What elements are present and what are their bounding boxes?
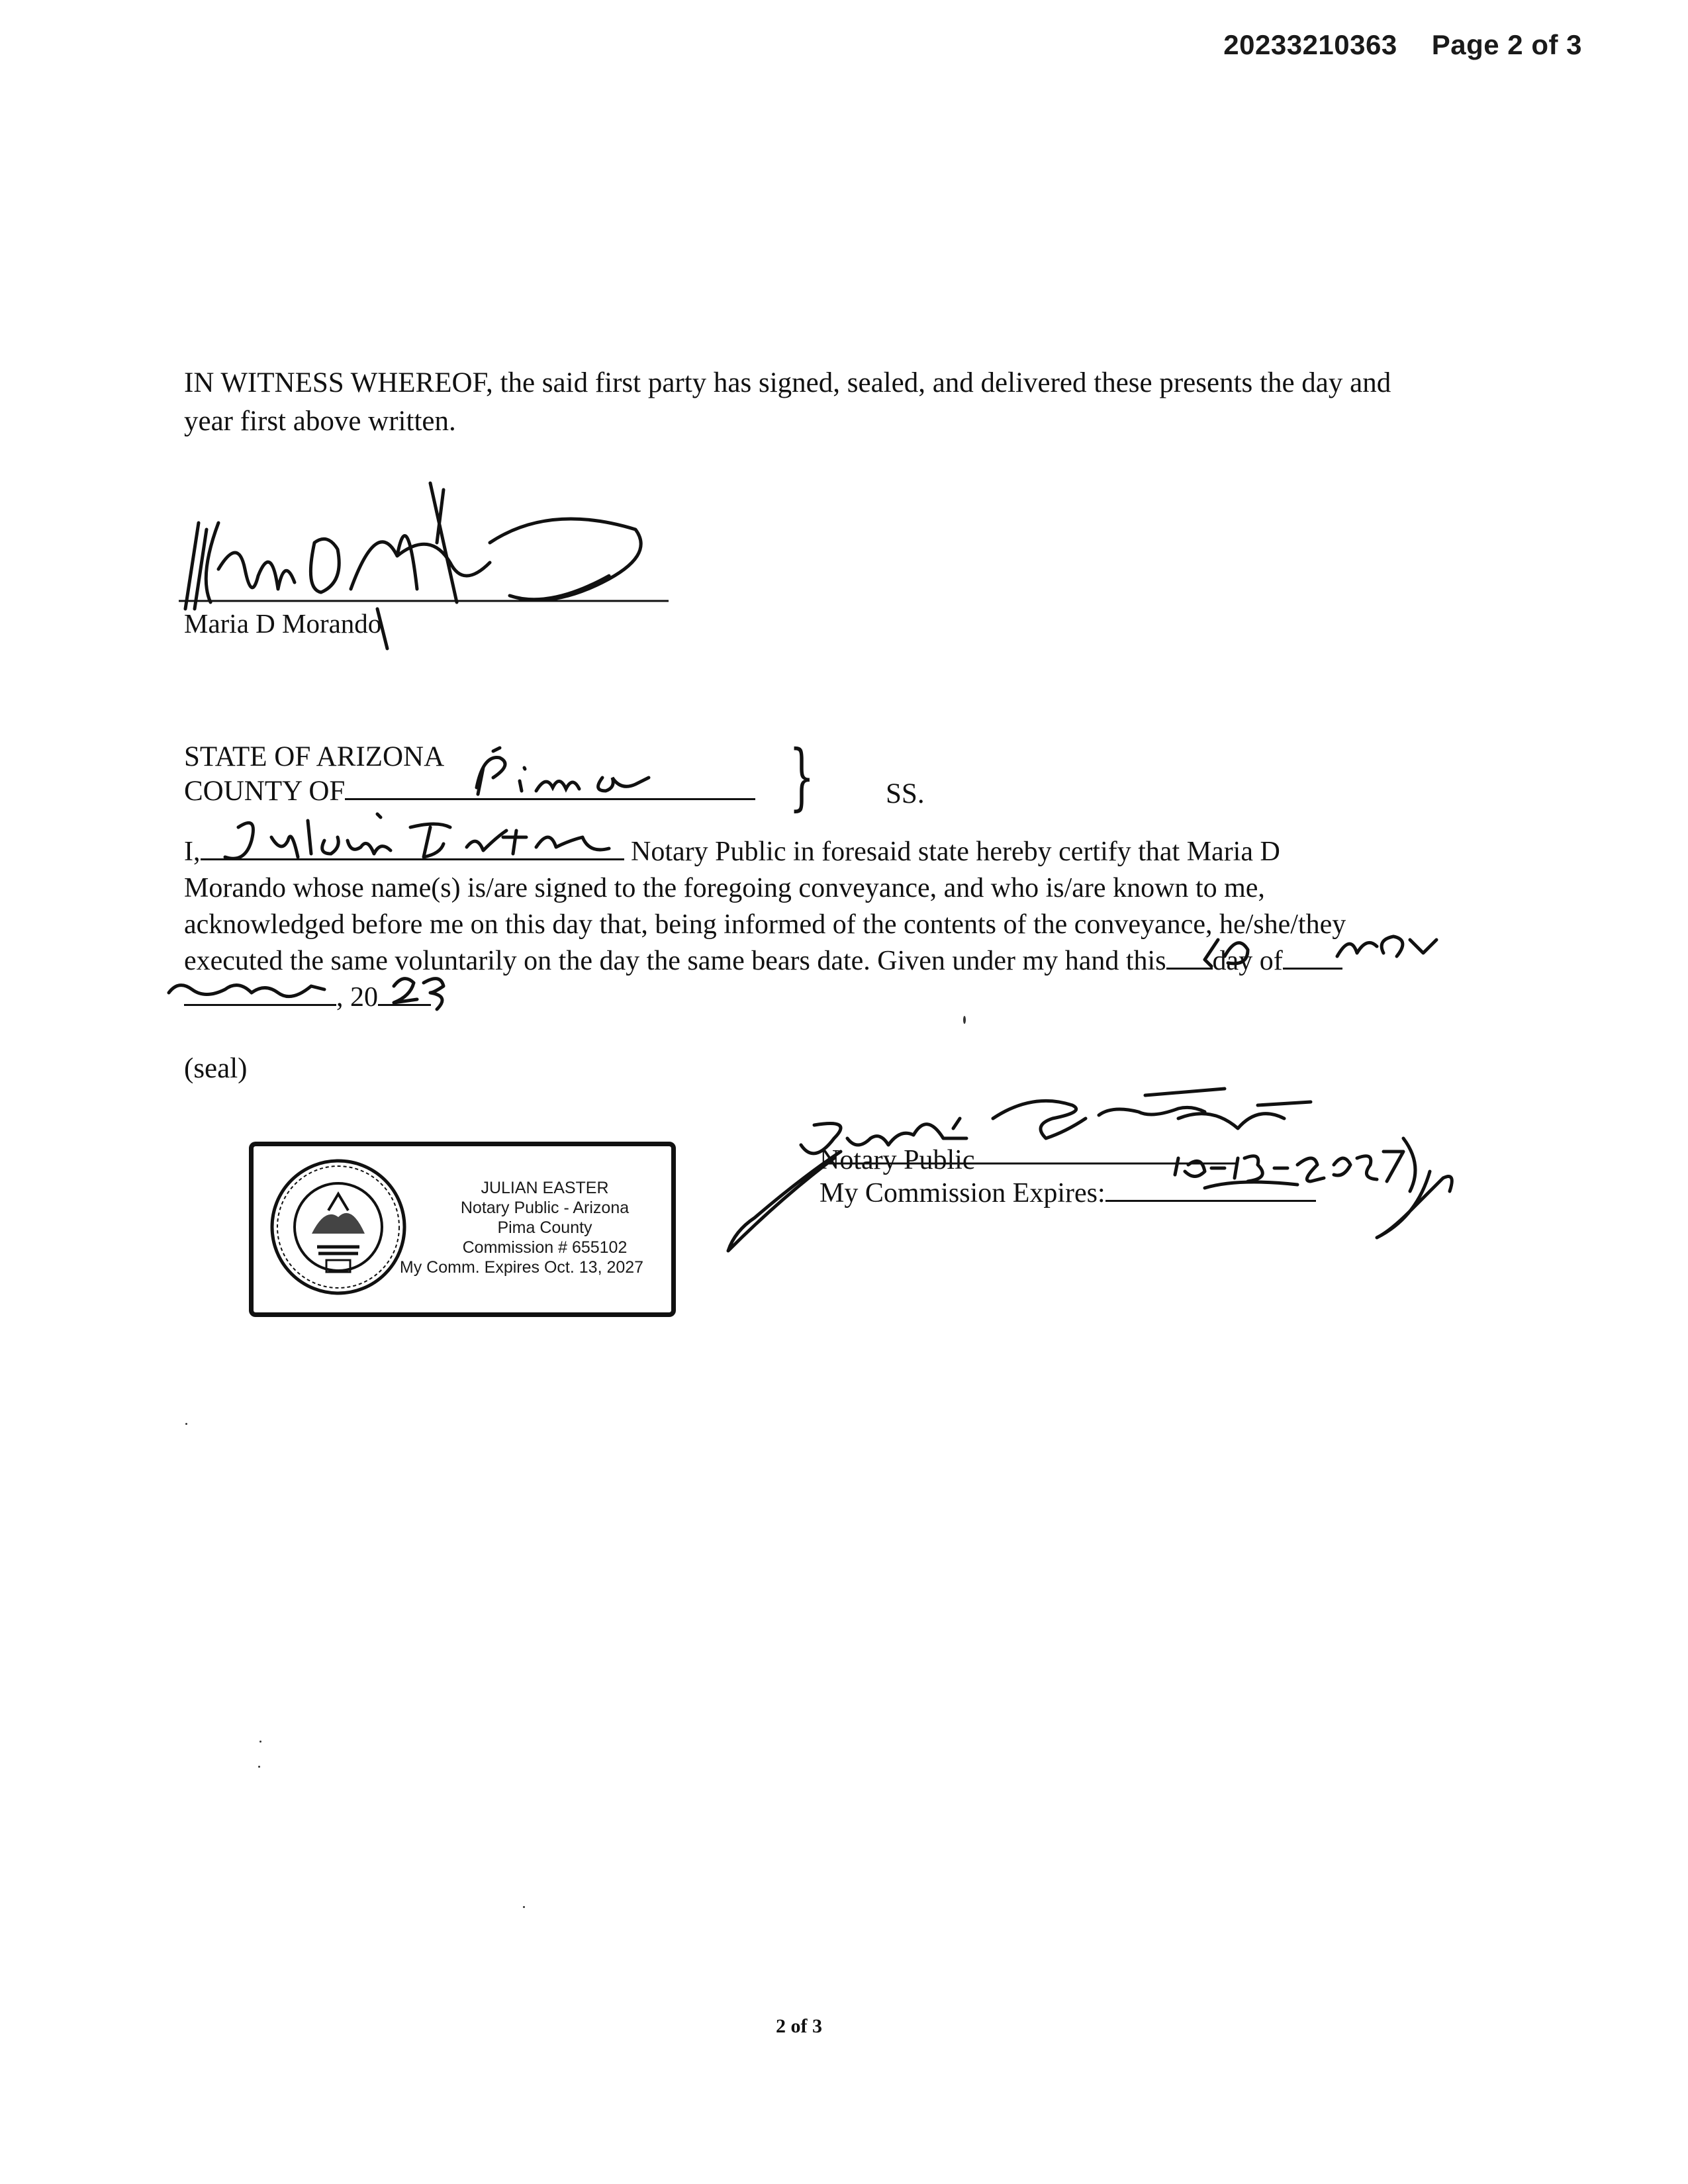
cert-line-4-text: executed the same voluntarily on the day the same bears date. Given under my hand this bbox=[184, 946, 1166, 976]
county-label: COUNTY OF bbox=[184, 776, 346, 807]
scan-speck bbox=[523, 1906, 525, 1908]
ss-label: SS. bbox=[886, 778, 925, 809]
notary-name-handwriting bbox=[212, 801, 662, 874]
page-header bbox=[1223, 29, 1582, 61]
scan-speck bbox=[185, 1423, 187, 1425]
arizona-seal-icon bbox=[265, 1154, 411, 1300]
state-label: STATE OF ARIZONA bbox=[184, 741, 445, 772]
grantor-printed-name: Maria D Morando bbox=[184, 608, 382, 639]
page-footer: 2 of 3 bbox=[776, 2015, 822, 2037]
cert-prefix: I, bbox=[184, 837, 201, 867]
commission-expires-line bbox=[820, 1177, 1316, 1210]
county-handwriting bbox=[463, 741, 662, 807]
stamp-county: Pima County bbox=[497, 1218, 592, 1237]
scan-speck bbox=[258, 1766, 260, 1768]
stamp-notary-name: JULIAN EASTER bbox=[481, 1179, 609, 1197]
witness-paragraph bbox=[184, 364, 1455, 441]
stamp-title: Notary Public - Arizona bbox=[460, 1199, 630, 1217]
cert-line-1-text: Notary Public in foresaid state hereby certify that Maria D bbox=[631, 837, 1280, 867]
notary-stamp bbox=[249, 1142, 676, 1317]
day-label: day of bbox=[1212, 946, 1283, 976]
commission-expires-label: My Commission Expires: bbox=[820, 1178, 1105, 1208]
notary-public-label: Notary Public bbox=[820, 1145, 975, 1175]
page-indicator: Page 2 of 3 bbox=[1431, 29, 1582, 60]
witness-line-1: IN WITNESS WHEREOF, the said first party has signed, sealed, and delivered these presents the day and bbox=[184, 367, 1391, 398]
venue-brace-icon: } bbox=[789, 734, 815, 819]
stamp-text bbox=[399, 1178, 671, 1277]
cert-line-3: acknowledged before me on this day that, being informed of the contents of the conveyance, he/she/they bbox=[184, 909, 1346, 940]
year-prefix: , 20 bbox=[336, 982, 378, 1013]
scan-speck bbox=[259, 1741, 261, 1743]
seal-label: (seal) bbox=[184, 1053, 248, 1084]
commission-expires-blank bbox=[1105, 1177, 1316, 1202]
stamp-commission: Commission # 655102 bbox=[462, 1238, 628, 1257]
notary-signature-block bbox=[820, 1144, 1316, 1210]
witness-line-2: year first above written. bbox=[184, 406, 456, 437]
scan-speck bbox=[963, 1016, 966, 1024]
document-number: 20233210363 bbox=[1223, 29, 1397, 60]
date-handwriting bbox=[165, 927, 1463, 1019]
stamp-expires: My Comm. Expires Oct. 13, 2027 bbox=[399, 1258, 644, 1277]
cert-line-2: Morando whose name(s) is/are signed to the foregoing conveyance, and who is/are known to me, bbox=[184, 873, 1265, 903]
